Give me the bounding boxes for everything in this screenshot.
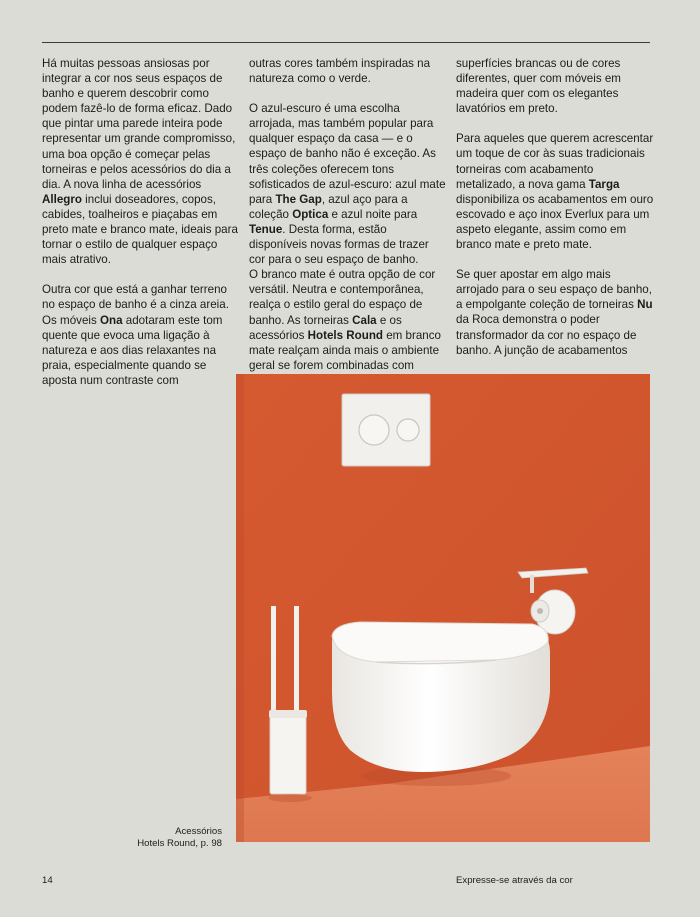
product-photo <box>236 374 650 842</box>
section-footer: Expresse-se através da cor <box>456 875 573 886</box>
text-column-3 <box>456 56 654 373</box>
paragraph: superfícies brancas ou de cores diferentes, quer com móveis em madeira quer com os elegantes lavatórios em preto. <box>456 57 621 116</box>
text-column-2 <box>249 56 447 388</box>
top-rule <box>42 42 650 43</box>
paragraph: O branco mate é outra opção de cor versátil. Neutra e contemporânea, realça o estilo geral do espaço de banho. As torneiras Cala e os acessórios Hotels Round em branco mate realçam ainda mais o ambiente geral se forem combinadas com <box>249 268 441 372</box>
page-number: 14 <box>42 875 53 886</box>
paragraph: Outra cor que está a ganhar terreno no espaço de banho é a cinza areia. Os móveis Ona adotaram este tom quente que evoca uma ligação à natureza e aos dias relaxantes na praia, especialmente quando se aposta num contraste com <box>42 283 229 387</box>
text-column-1 <box>42 56 240 403</box>
flush-plate <box>342 394 430 466</box>
paragraph: Para aqueles que querem acrescentar um toque de cor às suas tradicionais torneiras com acabamento metalizado, a nova gama Targa disponibiliza os acabamentos em ouro escovado e aço inox Everlux para um aspeto elegante, assim como em branco mate e preto mate. <box>456 132 654 252</box>
paragraph: Há muitas pessoas ansiosas por integrar a cor nos seus espaços de banho e querem descobrir como podem fazê-lo de forma eficaz. Dado que pintar uma parede inteira pode representar um grande compromisso, uma boa opção é começar pelas torneiras e pelos acessórios do dia a dia. A nova linha de acessórios Allegro inclui doseadores, copos, cabides, toalheiros e piaçabas em preto mate e branco mate, ideais para tornar o estilo de qualquer espaço mais atrativo. <box>42 57 238 267</box>
paragraph: outras cores também inspiradas na natureza como o verde. <box>249 57 431 86</box>
wall-shadow <box>236 374 244 842</box>
paragraph: O azul-escuro é uma escolha arrojada, mas também popular para qualquer espaço da casa — e o espaço de banho não é exceção. As três coleções oferecem tons sofisticados de azul-escuro: azul mate para The Gap, azul aço para a coleção Optica e azul noite para Tenue. Desta forma, estão disponíveis novas formas de trazer cor para o seu espaço de banho. <box>249 102 446 267</box>
paragraph: Se quer apostar em algo mais arrojado para o seu espaço de banho, a empolgante coleção de torneiras Nu da Roca demonstra o poder transformador da cor no espaço de banho. A junção de acabamentos <box>456 268 653 357</box>
photo-caption: Acessórios Hotels Round, p. 98 <box>137 826 222 849</box>
